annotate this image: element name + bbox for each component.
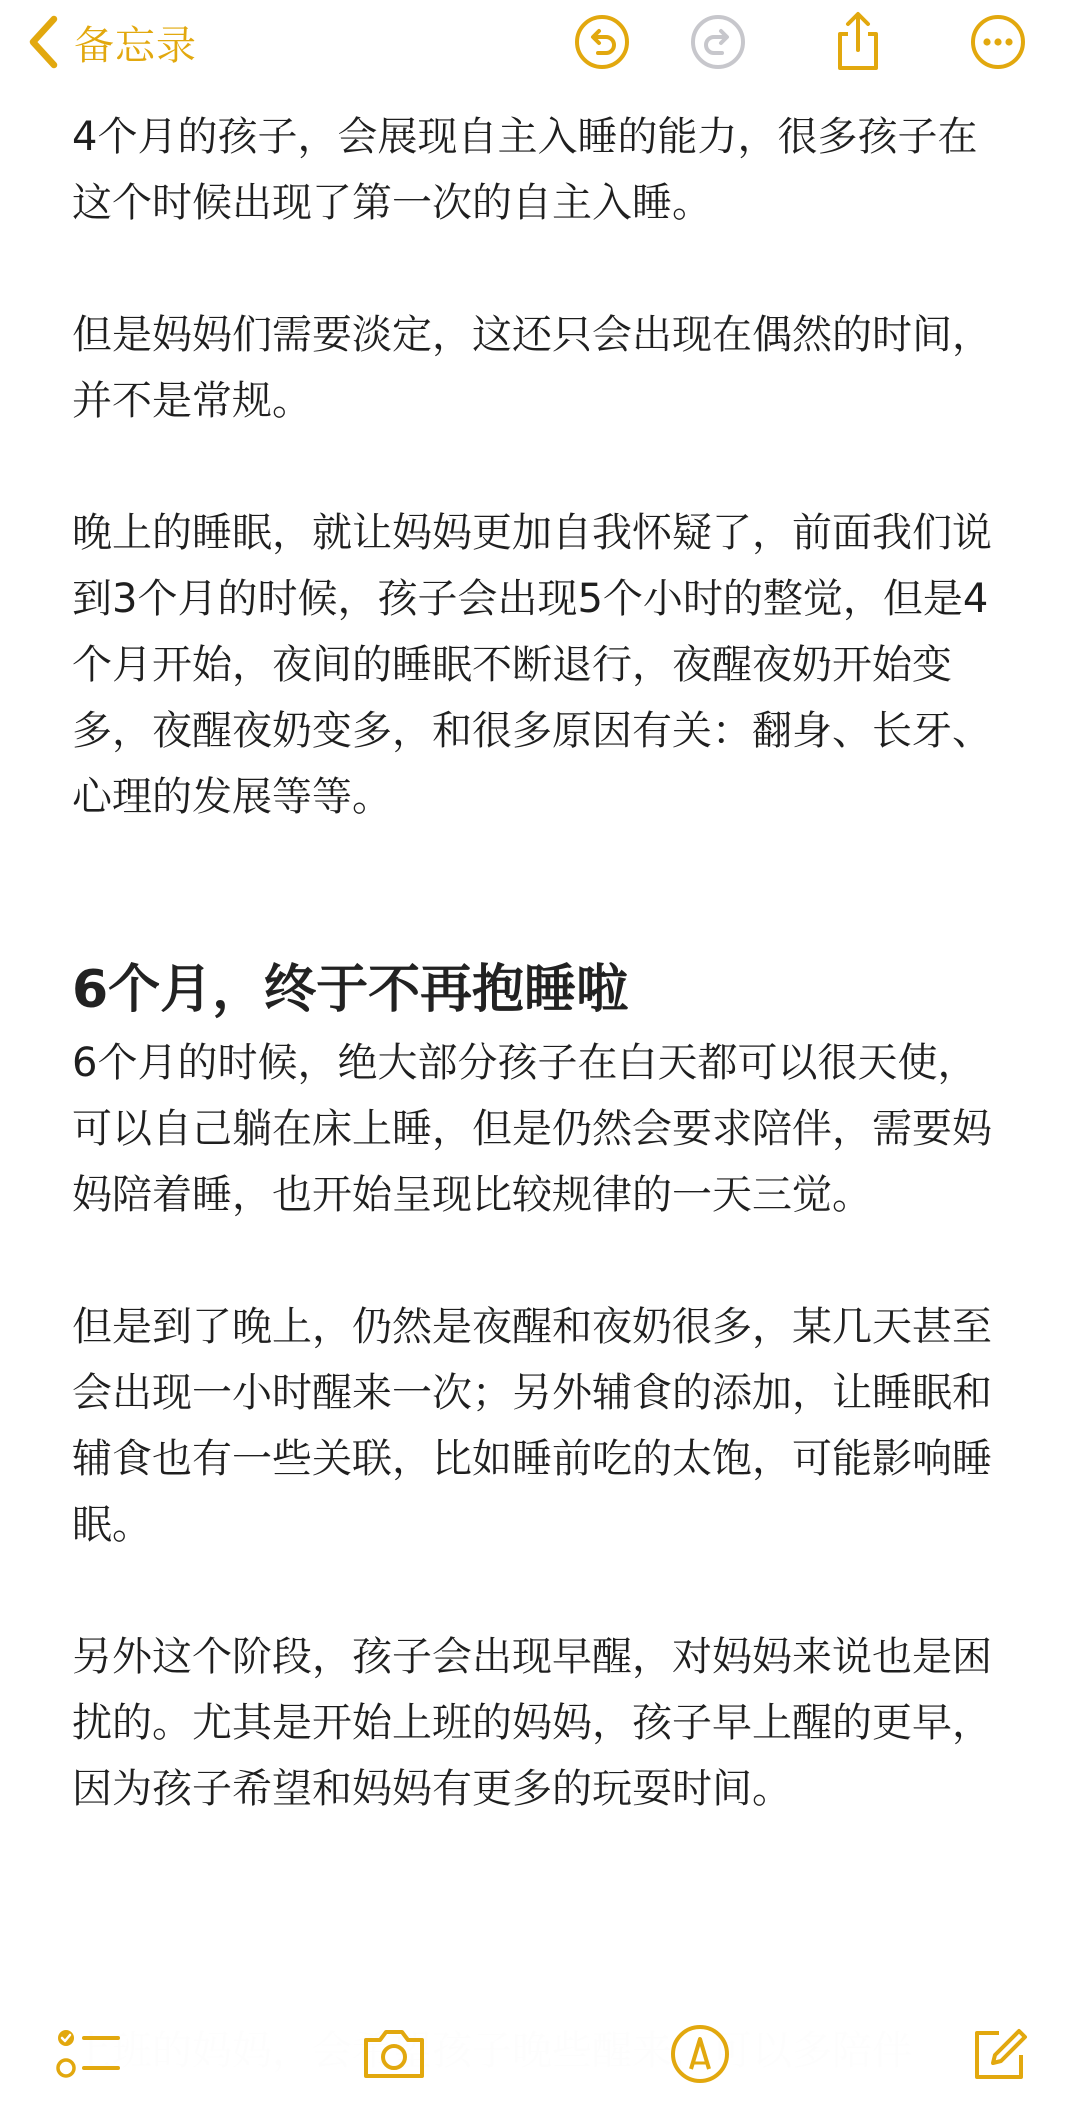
note-paragraph: 4个月的孩子，会展现自主入睡的能力，很多孩子在这个时候出现了第一次的自主入睡。: [72, 114, 978, 226]
camera-button[interactable]: [358, 2020, 430, 2092]
note-heading: 6个月，终于不再抱睡啦: [72, 960, 629, 1020]
undo-icon: [572, 12, 632, 72]
compose-icon: [969, 2023, 1031, 2089]
note-paragraph: 但是妈妈们需要淡定，这还只会出现在偶然的时间，并不是常规。: [72, 312, 992, 424]
back-button[interactable]: [26, 12, 197, 72]
checklist-icon: [56, 2024, 120, 2088]
compose-button[interactable]: [964, 2020, 1036, 2092]
back-label: 备忘录: [74, 22, 197, 69]
more-icon: [968, 12, 1028, 72]
checklist-button[interactable]: [52, 2020, 124, 2092]
note-body[interactable]: [72, 104, 1002, 1822]
camera-icon: [360, 2026, 428, 2086]
top-navigation-bar: [0, 0, 1080, 92]
share-icon: [830, 10, 886, 74]
chevron-left-icon: [26, 14, 60, 70]
note-paragraph: 另外这个阶段，孩子会出现早醒，对妈妈来说也是困扰的。尤其是开始上班的妈妈，孩子早上醒的更早，因为孩子希望和妈妈有更多的玩耍时间。: [72, 1634, 992, 1812]
undo-button[interactable]: [570, 10, 634, 74]
markup-pen-icon: [669, 2023, 731, 2089]
note-paragraph: 6个月的时候，绝大部分孩子在白天都可以很天使，可以自己躺在床上睡，但是仍然会要求陪伴，需要妈妈陪着睡，也开始呈现比较规律的一天三觉。: [72, 1040, 992, 1218]
bottom-toolbar: [0, 1998, 1080, 2107]
share-button[interactable]: [826, 10, 890, 74]
note-paragraph: 但是到了晚上，仍然是夜醒和夜奶很多，某几天甚至会出现一小时醒来一次；另外辅食的添加，让睡眠和辅食也有一些关联，比如睡前吃的太饱，可能影响睡眠。: [72, 1304, 992, 1548]
note-paragraph: 晚上的睡眠，就让妈妈更加自我怀疑了，前面我们说到3个月的时候，孩子会出现5个小时的整觉，但是4个月开始，夜间的睡眠不断退行，夜醒夜奶开始变多，夜醒夜奶变多，和很多原因有关：翻身、长牙、心理的发展等等。: [72, 510, 992, 820]
redo-button[interactable]: [686, 10, 750, 74]
markup-button[interactable]: [664, 2020, 736, 2092]
redo-icon: [688, 12, 748, 72]
more-button[interactable]: [966, 10, 1030, 74]
